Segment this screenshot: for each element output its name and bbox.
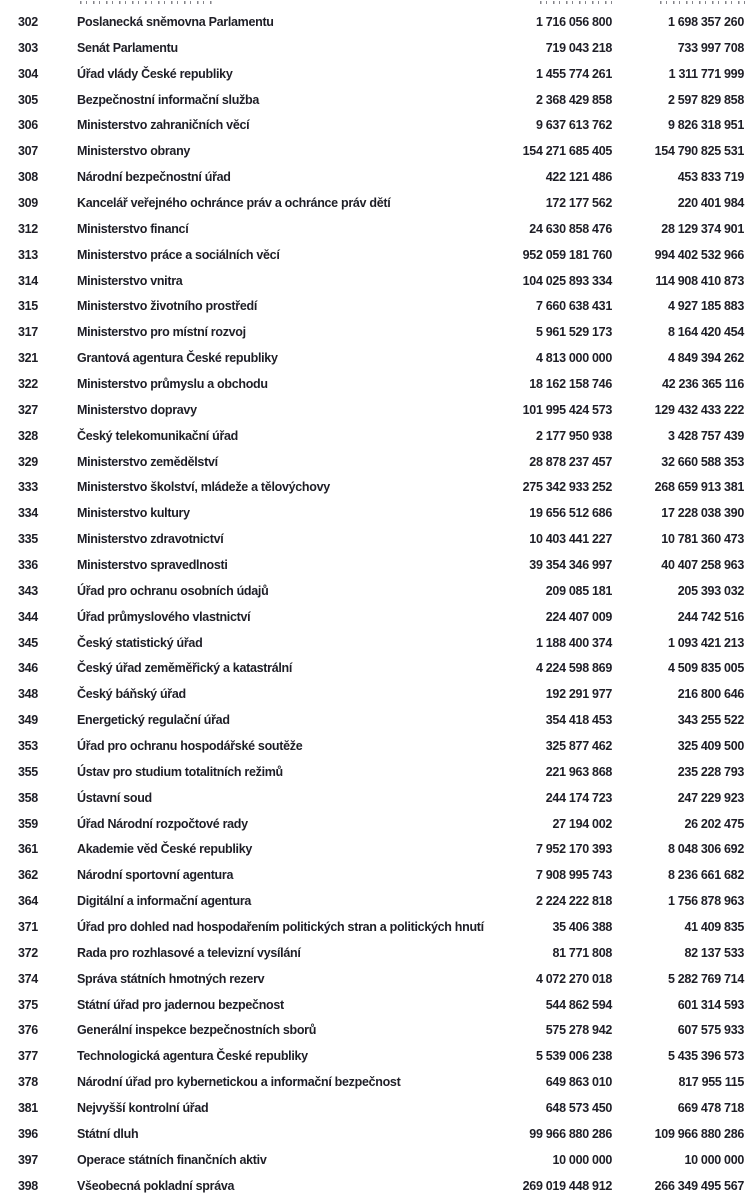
chapter-name-cell: Ministerstvo životního prostředí: [77, 299, 257, 314]
clipped-row-value2-fragment: [660, 1, 745, 4]
amount-column1-cell: 719 043 218: [545, 40, 612, 55]
amount-column1-cell: 2 224 222 818: [535, 894, 612, 909]
amount-column1-cell: 649 863 010: [545, 1075, 612, 1090]
table-row: [0, 293, 750, 319]
chapter-name-cell: Český úřad zeměměřický a katastrální: [77, 661, 293, 676]
chapter-name-cell: Ministerstvo průmyslu a obchodu: [77, 376, 268, 391]
amount-column1-cell: 952 059 181 760: [522, 247, 612, 262]
chapter-number-cell: 333: [18, 480, 38, 495]
chapter-name-cell: Český statistický úřad: [77, 635, 203, 650]
amount-column2-cell: 5 435 396 573: [667, 1049, 744, 1064]
table-row: [0, 500, 750, 526]
amount-column2-cell: 32 660 588 353: [661, 454, 744, 469]
chapter-name-cell: Digitální a informační agentura: [77, 894, 252, 909]
amount-column1-cell: 154 271 685 405: [522, 144, 612, 159]
amount-column1-cell: 27 194 002: [552, 816, 612, 831]
amount-column2-cell: 601 314 593: [677, 997, 744, 1012]
chapter-name-cell: Poslanecká sněmovna Parlamentu: [77, 14, 274, 29]
amount-column1-cell: 4 813 000 000: [535, 351, 612, 366]
table-row: [0, 811, 750, 837]
chapter-number-cell: 355: [18, 764, 38, 779]
table-row: [0, 397, 750, 423]
chapter-name-cell: Ministerstvo spravedlnosti: [77, 557, 228, 572]
chapter-number-cell: 329: [18, 454, 38, 469]
amount-column2-cell: 114 908 410 873: [655, 273, 744, 288]
chapter-number-cell: 353: [18, 738, 38, 753]
amount-column2-cell: 235 228 793: [677, 764, 744, 779]
chapter-number-cell: 346: [18, 661, 38, 676]
chapter-number-cell: 327: [18, 402, 38, 417]
table-row: [0, 423, 750, 449]
amount-column2-cell: 1 311 771 999: [668, 66, 744, 81]
chapter-name-cell: Národní sportovní agentura: [77, 868, 234, 883]
amount-column1-cell: 544 862 594: [545, 997, 612, 1012]
amount-column1-cell: 4 072 270 018: [535, 971, 612, 986]
chapter-number-cell: 371: [18, 920, 38, 934]
amount-column1-cell: 104 025 893 334: [522, 273, 612, 288]
amount-column2-cell: 10 000 000: [684, 1152, 744, 1167]
chapter-number-cell: 317: [18, 325, 38, 340]
chapter-name-cell: Ministerstvo školství, mládeže a tělovýchovy: [77, 480, 330, 495]
chapter-name-cell: Správa státních hmotných rezerv: [77, 971, 265, 986]
amount-column2-cell: 453 833 719: [677, 170, 744, 185]
amount-column2-cell: 1 756 878 963: [667, 894, 744, 909]
chapter-number-cell: 374: [18, 971, 38, 986]
amount-column2-cell: 109 966 880 286: [654, 1126, 744, 1141]
chapter-name-cell: Státní úřad pro jadernou bezpečnost: [77, 997, 284, 1012]
table-row: [0, 1121, 750, 1147]
chapter-number-cell: 312: [18, 221, 38, 236]
amount-column1-cell: 1 716 056 800: [535, 14, 612, 29]
amount-column2-cell: 9 826 318 951: [667, 118, 744, 133]
chapter-number-cell: 398: [18, 1178, 38, 1193]
chapter-number-cell: 345: [18, 635, 38, 650]
table-row: [0, 371, 750, 397]
table-row: [0, 837, 750, 863]
table-row: [0, 992, 750, 1018]
table-row: [0, 9, 750, 35]
amount-column1-cell: 648 573 450: [545, 1101, 612, 1116]
chapter-name-cell: Operace státních finančních aktiv: [77, 1152, 267, 1167]
budget-table: [0, 9, 750, 1199]
chapter-name-cell: Všeobecná pokladní správa: [77, 1178, 235, 1193]
amount-column2-cell: 1 093 421 213: [667, 635, 744, 650]
amount-column1-cell: 2 368 429 858: [535, 92, 612, 107]
chapter-number-cell: 306: [18, 118, 38, 133]
chapter-number-cell: 313: [18, 247, 38, 262]
chapter-name-cell: Úřad pro ochranu hospodářské soutěže: [77, 738, 303, 753]
chapter-name-cell: Úřad pro ochranu osobních údajů: [77, 583, 269, 598]
table-row: [0, 655, 750, 681]
chapter-name-cell: Ministerstvo financí: [77, 221, 189, 236]
chapter-name-cell: Senát Parlamentu: [77, 40, 178, 55]
chapter-number-cell: 348: [18, 687, 38, 702]
chapter-name-cell: Národní bezpečnostní úřad: [77, 170, 231, 185]
amount-column1-cell: 1 188 400 374: [535, 635, 612, 650]
table-row: [0, 35, 750, 61]
table-row: [0, 242, 750, 268]
amount-column2-cell: 268 659 913 381: [654, 480, 744, 495]
chapter-name-cell: Grantová agentura České republiky: [77, 351, 278, 366]
chapter-number-cell: 302: [18, 14, 38, 29]
table-row: [0, 1069, 750, 1095]
chapter-number-cell: 309: [18, 195, 38, 210]
amount-column2-cell: 4 927 185 883: [667, 299, 744, 314]
amount-column1-cell: 10 403 441 227: [529, 532, 612, 547]
chapter-number-cell: 305: [18, 92, 38, 107]
amount-column1-cell: 325 877 462: [545, 738, 612, 753]
chapter-name-cell: Ministerstvo dopravy: [77, 402, 197, 417]
chapter-name-cell: Ministerstvo práce a sociálních věcí: [77, 247, 280, 262]
table-row: [0, 940, 750, 966]
amount-column2-cell: 82 137 533: [684, 945, 744, 960]
table-row: [0, 87, 750, 113]
chapter-number-cell: 377: [18, 1049, 38, 1064]
amount-column2-cell: 247 229 923: [677, 790, 744, 805]
amount-column1-cell: 209 085 181: [545, 583, 612, 598]
amount-column1-cell: 101 995 424 573: [522, 402, 612, 417]
table-row: [0, 216, 750, 242]
amount-column1-cell: 19 656 512 686: [529, 506, 612, 521]
chapter-name-cell: Ministerstvo zahraničních věcí: [77, 118, 250, 133]
chapter-number-cell: 396: [18, 1126, 38, 1141]
amount-column2-cell: 607 575 933: [677, 1023, 744, 1038]
amount-column1-cell: 244 174 723: [545, 790, 612, 805]
table-row: [0, 1043, 750, 1069]
chapter-name-cell: Akademie věd České republiky: [77, 842, 253, 857]
chapter-name-cell: Ústav pro studium totalitních režimů: [77, 764, 283, 779]
table-row: [0, 552, 750, 578]
chapter-name-cell: Úřad pro dohled nad hospodařením politických stran a politických hnutí: [77, 920, 484, 934]
table-row: [0, 785, 750, 811]
chapter-name-cell: Ministerstvo kultury: [77, 506, 190, 521]
amount-column2-cell: 10 781 360 473: [661, 532, 744, 547]
chapter-number-cell: 307: [18, 144, 38, 159]
chapter-name-cell: Ministerstvo pro místní rozvoj: [77, 325, 246, 340]
table-row: [0, 449, 750, 475]
table-row: [0, 319, 750, 345]
amount-column2-cell: 220 401 984: [677, 195, 744, 210]
chapter-name-cell: Generální inspekce bezpečnostních sborů: [77, 1023, 317, 1038]
table-row: [0, 268, 750, 294]
amount-column1-cell: 2 177 950 938: [535, 428, 612, 443]
amount-column1-cell: 422 121 486: [545, 170, 612, 185]
chapter-number-cell: 359: [18, 816, 38, 831]
chapter-name-cell: Bezpečnostní informační služba: [77, 92, 260, 107]
chapter-name-cell: Státní dluh: [77, 1126, 139, 1141]
amount-column1-cell: 4 224 598 869: [535, 661, 612, 676]
amount-column1-cell: 5 961 529 173: [535, 325, 612, 340]
amount-column1-cell: 575 278 942: [545, 1023, 612, 1038]
chapter-number-cell: 378: [18, 1075, 38, 1090]
amount-column1-cell: 7 908 995 743: [535, 868, 612, 883]
chapter-name-cell: Rada pro rozhlasové a televizní vysílání: [77, 945, 301, 960]
table-row: [0, 474, 750, 500]
table-row: [0, 733, 750, 759]
amount-column2-cell: 244 742 516: [677, 609, 744, 624]
amount-column2-cell: 154 790 825 531: [654, 144, 744, 159]
table-row: [0, 604, 750, 630]
amount-column1-cell: 5 539 006 238: [535, 1049, 612, 1064]
amount-column2-cell: 325 409 500: [677, 738, 744, 753]
amount-column2-cell: 17 228 038 390: [661, 506, 744, 521]
amount-column2-cell: 8 048 306 692: [667, 842, 744, 857]
amount-column2-cell: 129 432 433 222: [654, 402, 744, 417]
clipped-row-name-fragment: [80, 1, 216, 4]
chapter-number-cell: 308: [18, 170, 38, 185]
chapter-number-cell: 304: [18, 66, 38, 81]
amount-column2-cell: 205 393 032: [677, 583, 744, 598]
chapter-number-cell: 397: [18, 1152, 38, 1167]
amount-column2-cell: 3 428 757 439: [667, 428, 744, 443]
table-row: [0, 966, 750, 992]
table-row: [0, 707, 750, 733]
chapter-name-cell: Ministerstvo zemědělství: [77, 454, 218, 469]
amount-column1-cell: 10 000 000: [552, 1152, 612, 1167]
amount-column2-cell: 5 282 769 714: [667, 971, 744, 986]
table-row: [0, 914, 750, 940]
chapter-number-cell: 314: [18, 273, 38, 288]
table-row: [0, 1095, 750, 1121]
table-row: [0, 345, 750, 371]
amount-column1-cell: 24 630 858 476: [529, 221, 612, 236]
chapter-name-cell: Národní úřad pro kybernetickou a informační bezpečnost: [77, 1075, 401, 1090]
table-row: [0, 112, 750, 138]
table-row: [0, 578, 750, 604]
amount-column1-cell: 81 771 808: [552, 945, 612, 960]
table-row: [0, 862, 750, 888]
amount-column1-cell: 35 406 388: [552, 920, 612, 934]
amount-column2-cell: 28 129 374 901: [661, 221, 744, 236]
chapter-number-cell: 362: [18, 868, 38, 883]
chapter-number-cell: 321: [18, 351, 38, 366]
table-row: [0, 61, 750, 87]
chapter-name-cell: Úřad Národní rozpočtové rady: [77, 816, 248, 831]
amount-column2-cell: 994 402 532 966: [654, 247, 744, 262]
amount-column1-cell: 1 455 774 261: [535, 66, 612, 81]
amount-column2-cell: 216 800 646: [677, 687, 744, 702]
amount-column2-cell: 1 698 357 260: [667, 14, 744, 29]
chapter-number-cell: 322: [18, 376, 38, 391]
table-row: [0, 526, 750, 552]
chapter-number-cell: 375: [18, 997, 38, 1012]
chapter-name-cell: Český telekomunikační úřad: [77, 428, 239, 443]
amount-column2-cell: 42 236 365 116: [661, 376, 744, 391]
amount-column2-cell: 26 202 475: [684, 816, 744, 831]
chapter-number-cell: 315: [18, 299, 38, 314]
chapter-number-cell: 335: [18, 532, 38, 547]
chapter-number-cell: 376: [18, 1023, 38, 1038]
chapter-name-cell: Nejvyšší kontrolní úřad: [77, 1101, 209, 1116]
table-row: [0, 759, 750, 785]
amount-column2-cell: 733 997 708: [677, 40, 744, 55]
table-row: [0, 138, 750, 164]
amount-column2-cell: 4 509 835 005: [667, 661, 744, 676]
table-row: [0, 1018, 750, 1044]
amount-column1-cell: 275 342 933 252: [522, 480, 612, 495]
amount-column1-cell: 7 660 638 431: [535, 299, 612, 314]
amount-column1-cell: 172 177 562: [545, 195, 612, 210]
amount-column2-cell: 41 409 835: [684, 920, 744, 934]
chapter-number-cell: 361: [18, 842, 38, 857]
chapter-name-cell: Ministerstvo vnitra: [77, 273, 183, 288]
chapter-number-cell: 364: [18, 894, 38, 909]
chapter-name-cell: Český báňský úřad: [77, 687, 186, 702]
chapter-number-cell: 358: [18, 790, 38, 805]
amount-column2-cell: 266 349 495 567: [654, 1178, 744, 1193]
chapter-number-cell: 303: [18, 40, 38, 55]
chapter-name-cell: Úřad průmyslového vlastnictví: [77, 609, 251, 624]
amount-column1-cell: 39 354 346 997: [529, 557, 612, 572]
clipped-row-value1-fragment: [540, 1, 612, 4]
amount-column2-cell: 40 407 258 963: [661, 557, 744, 572]
table-row: [0, 888, 750, 914]
amount-column2-cell: 817 955 115: [678, 1075, 744, 1090]
table-row: [0, 1147, 750, 1173]
amount-column1-cell: 18 162 158 746: [529, 376, 612, 391]
chapter-number-cell: 336: [18, 557, 38, 572]
amount-column2-cell: 8 236 661 682: [667, 868, 744, 883]
chapter-name-cell: Ústavní soud: [77, 790, 152, 805]
chapter-number-cell: 328: [18, 428, 38, 443]
amount-column2-cell: 8 164 420 454: [667, 325, 744, 340]
table-row: [0, 164, 750, 190]
chapter-number-cell: 344: [18, 609, 38, 624]
amount-column1-cell: 192 291 977: [545, 687, 612, 702]
clipped-top-row: [0, 0, 750, 5]
chapter-number-cell: 343: [18, 583, 38, 598]
chapter-number-cell: 381: [18, 1101, 38, 1116]
chapter-name-cell: Technologická agentura České republiky: [77, 1049, 308, 1064]
amount-column1-cell: 269 019 448 912: [522, 1178, 612, 1193]
amount-column1-cell: 28 878 237 457: [529, 454, 612, 469]
amount-column1-cell: 221 963 868: [545, 764, 612, 779]
amount-column2-cell: 669 478 718: [677, 1101, 744, 1116]
chapter-name-cell: Energetický regulační úřad: [77, 713, 230, 728]
amount-column2-cell: 343 255 522: [677, 713, 744, 728]
amount-column1-cell: 224 407 009: [545, 609, 612, 624]
chapter-name-cell: Kancelář veřejného ochránce práv a ochránce práv dětí: [77, 195, 391, 210]
amount-column2-cell: 4 849 394 262: [667, 351, 744, 366]
chapter-number-cell: 349: [18, 713, 38, 728]
amount-column2-cell: 2 597 829 858: [667, 92, 744, 107]
table-row: [0, 630, 750, 656]
amount-column1-cell: 354 418 453: [545, 713, 612, 728]
chapter-name-cell: Ministerstvo zdravotnictví: [77, 532, 224, 547]
chapter-number-cell: 334: [18, 506, 38, 521]
chapter-name-cell: Úřad vlády České republiky: [77, 66, 233, 81]
chapter-number-cell: 372: [18, 945, 38, 960]
amount-column1-cell: 99 966 880 286: [529, 1126, 612, 1141]
table-row: [0, 1173, 750, 1199]
table-row: [0, 681, 750, 707]
amount-column1-cell: 7 952 170 393: [535, 842, 612, 857]
amount-column1-cell: 9 637 613 762: [535, 118, 612, 133]
table-row: [0, 190, 750, 216]
chapter-name-cell: Ministerstvo obrany: [77, 144, 191, 159]
